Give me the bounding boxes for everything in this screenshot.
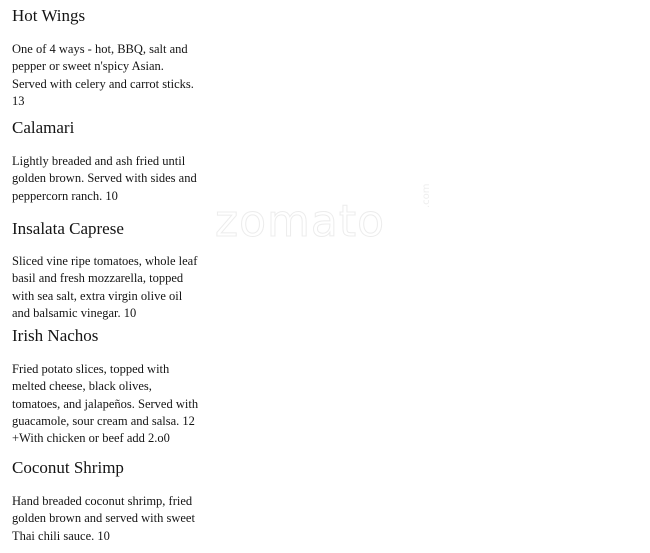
menu-item-title: Coconut Shrimp xyxy=(12,458,124,477)
menu-item-title: Hot Wings xyxy=(12,6,86,25)
menu-item-description: One of 4 ways - hot, BBQ, salt and pepper or sweet n'spicy Asian. Served with celery and carrot sticks. 13 xyxy=(12,42,194,108)
menu-item-description: Sliced vine ripe tomatoes, whole leaf basil and fresh mozzarella, topped with sea salt, extra virgin olive oil and balsamic vinegar. 10 xyxy=(12,254,198,320)
menu-item-coconut-shrimp xyxy=(12,458,217,545)
menu-item-title: Calamari xyxy=(12,118,75,137)
zomato-watermark-logo: zomato xyxy=(215,196,386,247)
menu-item-description: Hand breaded coconut shrimp, fried golden brown and served with sweet Thai chili sauce. 10 xyxy=(12,494,195,543)
menu-item-calamari xyxy=(12,118,217,205)
menu-item-description: Lightly breaded and ash fried until golden brown. Served with sides and peppercorn ranch. 10 xyxy=(12,154,197,203)
zomato-watermark-suffix: .com xyxy=(421,183,432,208)
menu-item-title: Insalata Caprese xyxy=(12,219,124,238)
menu-item-hot-wings xyxy=(12,6,217,110)
menu-item-description: Fried potato slices, topped with melted cheese, black olives, tomatoes, and jalapeños. Served with guacamole, sour cream and salsa. 12 +With chicken or beef add 2.o0 xyxy=(12,362,199,446)
menu-item-irish-nachos xyxy=(12,326,217,447)
menu-item-insalata-caprese xyxy=(12,219,217,322)
menu-item-title: Irish Nachos xyxy=(12,326,99,345)
